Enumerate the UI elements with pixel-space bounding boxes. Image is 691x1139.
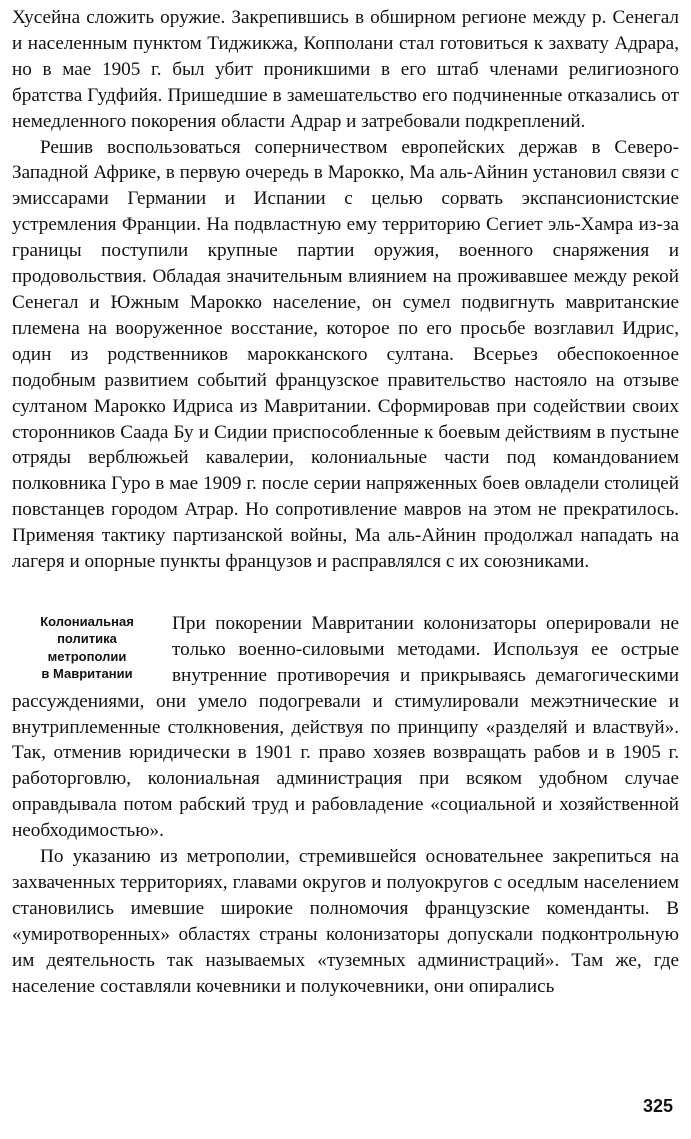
margin-heading-line: в Мавритании — [41, 666, 133, 682]
paragraph-koppolani: Хусейна сложить оружие. Закрепившись в обширном регионе между р. Сенегал и населенным пунктом Тиджикжа, Копполани стал готовиться к захвату Адрара, но в мае 1905 г. был убит проникшими в его штаб членами религиозного братства Гудфийя. Пришедшие в замешательство его подчиненные отказались от немедленного покорения области Адрар и затребовали подкреплений. — [12, 7, 679, 132]
margin-heading-line: метрополии — [47, 648, 127, 664]
paragraph-colonial-methods: При покорении Мавритании колонизаторы оперировали не только военно-силовыми методами. Используя ее острые внутренние противоречия и прикрываясь демагогическими рассуждениями, они умело подогревали и стимулировали межэтнические и внутриплеменные столкновения, действуя по принципу «разделяй и властвуй». Так, отменив юридически в 1901 г. право хозяев возвращать рабов и в 1905 г. работорговлю, колониальная администрация при всяком удобном случае оправдывала потом рабский труд и рабовладение «социальной и хозяйственной необходимостью». — [12, 612, 679, 842]
paragraph-administration: По указанию из метрополии, стремившейся основательнее закрепиться на захваченных территориях, главами округов и полуокругов с оседлым населением становились имевшие широкие полномочия французские коменданты. В «умиротворенных» областях страны колонизаторы допускали подконтрольную им деятельность так называемых «туземных администраций». Там же, где население составляли кочевники и полукочевники, они опирались — [12, 846, 679, 997]
margin-heading-line: Колониальная — [40, 613, 134, 629]
colonial-policy-section — [12, 611, 679, 1000]
margin-heading-line: политика — [57, 631, 117, 647]
paragraph-ma-al-ainin: Решив воспользоваться соперничеством европейских держав в Северо-Западной Африке, в первую очередь в Марокко, Ма аль-Айнин установил связи с эмиссарами Германии и Испании с целью сорвать экспансионистские устремления Франции. На подвластную ему территорию Сегиет эль-Хамра из-за границы поступили крупные партии оружия, военного снаряжения и продовольствия. Обладая значительным влиянием на проживавшее между рекой Сенегал и Южным Марокко население, он сумел подвигнуть мавританские племена на вооруженное восстание, которое по его просьбе возглавил Идрис, один из родственников марокканского султана. Всерьез обеспокоенное подобным развитием событий французское правительство настояло на отзыве султаном Марокко Идриса из Мавритании. Сформировав при содействии своих сторонников Саада Бу и Сидии приспособленные к боевым действиям в пустыне отряды верблюжьей кавалерии, колониальные части под командованием полковника Гуро в мае 1909 г. после серии напряженных боев овладели столицей повстанцев городом Атрар. Но сопротивление мавров на этом не прекратилось. Применяя тактику партизанской войны, Ма аль-Айнин продолжал нападать на лагеря и опорные пункты французов и расправлялся с их союзниками. — [12, 136, 679, 573]
margin-heading — [12, 613, 162, 683]
page-number: 325 — [642, 1096, 673, 1116]
